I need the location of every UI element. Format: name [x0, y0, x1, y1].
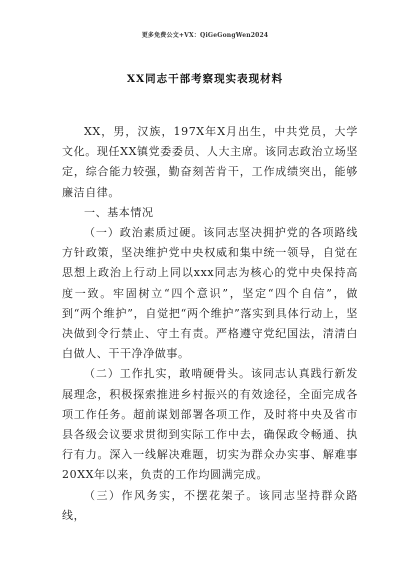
- body-paragraph-political: （一）政治素质过硬。该同志坚决拥护党的各项路线方针政策，坚决维护党中央权威和集中统一领导，自觉在思想上政治上行动上同以xxx同志为核心的党中央保持高度一致。牢固树立“四个意识”，坚定“四个自信”，做到“两个维护”，自觉把“两个维护”落实到具体行动上，坚决做到令行禁止、守土有责。严格遵守党纪国法，清清白白做人、干干净净做事。: [62, 226, 358, 361]
- body-paragraph-work: （二）工作扎实，敢啃硬骨头。该同志认真践行新发展理念，积极探索推进乡村振兴的有效途径，全面完成各项工作任务。超前谋划部署各项工作，及时将中央及省市县各级会议要求贯彻到实际工作中去，确保政令畅通、执行有力。深入一线解决难题，切实为群众办实事、解难事20XX年以来，负责的工作均圆满完成。: [62, 367, 358, 482]
- document-title: XX同志干部考察现实表现材料: [126, 73, 284, 85]
- section-heading: 一、基本情况: [84, 205, 154, 219]
- header-note: 更多免费公文+VX：QiGeGongWen2024: [141, 32, 269, 39]
- document-body: [62, 122, 358, 526]
- body-paragraph-style: （三）作风务实，不摆花架子。该同志坚持群众路线，: [62, 488, 358, 522]
- intro-paragraph: XX，男，汉族，197X年X月出生，中共党员，大学文化。现任XX镇党委委员、人大主席。该同志政治立场坚定，综合能力较强，勤奋刻苦肯干，工作成绩突出，能够廉洁自律。: [62, 125, 358, 199]
